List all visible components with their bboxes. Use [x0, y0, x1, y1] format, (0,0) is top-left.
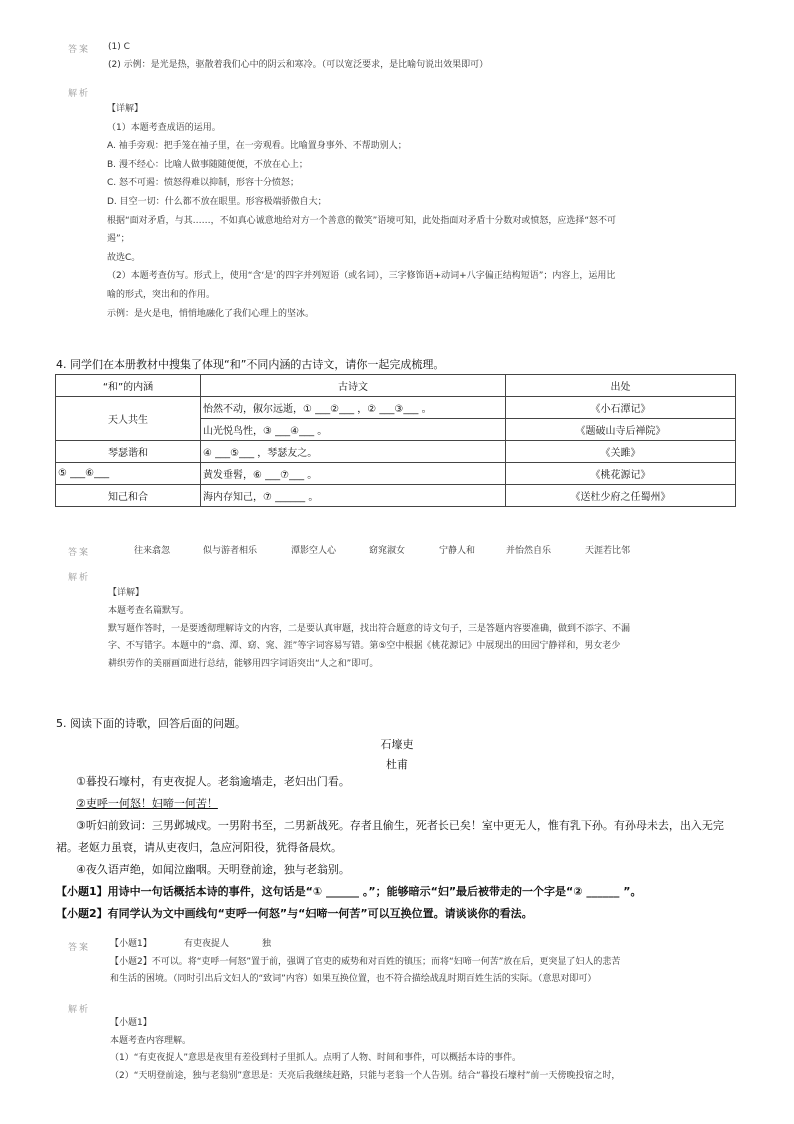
analysis-line: 【详解】 — [107, 104, 144, 114]
table-header: “和”的内涵 — [56, 375, 201, 397]
table-cell: 《送杜少府之任蜀州》 — [506, 485, 736, 507]
analysis-line: 【小题1】 — [110, 1018, 152, 1028]
analysis-line: （2）“天明登前途，独与老翁别”意思是：天亮后我继续赶路，只能与老翁一个人告别。结合“暮投石壕村”前一天傍晚投宿之时， — [110, 1070, 621, 1081]
analysis-line: B. 漫不经心：比喻人做事随随便便，不放在心上； — [107, 159, 308, 170]
analysis-line: 耕织劳作的美丽画面进行总结，能够用四字词语突出“人之和”即可。 — [108, 659, 379, 670]
analysis-line: 故选C。 — [107, 252, 141, 263]
table-row — [56, 463, 736, 485]
answer-tag: 答案 — [68, 45, 91, 55]
table-cell: 《小石潭记》 — [506, 397, 736, 419]
table-cell: 《桃花源记》 — [506, 463, 736, 485]
poem-paragraph-underlined: ②吏呼一何怒！妇啼一何苦！ — [76, 797, 218, 810]
poem-paragraph: ③听妇前致词：三男邺城戍。一男附书至，二男新战死。存者且偷生，死者长已矣！室中更无人，惟有乳下孙。有孙母未去，出入无完 — [76, 819, 724, 832]
poem-paragraph: 裙。老妪力虽衰，请从吏夜归，急应河阳役，犹得备晨炊。 — [56, 841, 342, 854]
analysis-line: 本题考查内容理解。 — [110, 1035, 192, 1046]
answer-item: 独 — [262, 939, 272, 949]
table-cell: 知己和合 — [56, 485, 201, 507]
table-cell: 怡然不动，俶尔远逝，① ___②___ ，② ___③___ 。 — [201, 397, 506, 419]
answer-item: 宁静人和 — [439, 546, 476, 556]
table-cell: 黄发垂髫，⑥ ___⑦___ 。 — [201, 463, 506, 485]
answer-tag: 答案 — [68, 943, 91, 953]
answer-item: 天涯若比邻 — [585, 546, 631, 556]
analysis-tag: 解析 — [68, 573, 91, 583]
poem-title: 石壕吏 — [380, 738, 414, 751]
analysis-line: C. 怒不可遏：愤怒得难以抑制，形容十分愤怒； — [107, 178, 300, 189]
answer-line: 和生活的困境。（同时引出后文妇人的“致词”内容）如果互换位置，也不符合描绘战乱时期百姓生活的实际。（意思对即可） — [110, 974, 597, 984]
analysis-line: （2）本题考查仿写。形式上，使用“含‘是’的四字并列短语（或名词），三字修饰语+动词+八字偏正结构短语”；内容上，运用比 — [107, 271, 616, 282]
answer-line: 【小题2】不可以。将“吏呼一何怒”置于前，强调了官吏的威势和对百姓的镇压；而将“妇啼一何苦”放在后，更突显了妇人的悲苦 — [110, 957, 621, 967]
analysis-line: 示例：是火是电，悄悄地融化了我们心理上的坚冰。 — [107, 308, 315, 319]
table-cell: 《题破山寺后禅院》 — [506, 419, 736, 441]
poem-paragraph: ①暮投石壕村，有吏夜捉人。老翁逾墙走，老妇出门看。 — [76, 775, 350, 788]
table-row — [56, 485, 736, 507]
table-header: 古诗文 — [201, 375, 506, 397]
analysis-tag: 解析 — [68, 1005, 91, 1015]
table-cell: 《关雎》 — [506, 441, 736, 463]
analysis-line: （1）本题考查成语的运用。 — [107, 122, 221, 133]
analysis-line: D. 目空一切：什么都不放在眼里。形容极端骄傲自大； — [107, 197, 327, 207]
question-title: 4. 同学们在本册教材中搜集了体现“和”不同内涵的古诗文，请你一起完成梳理。 — [56, 358, 445, 371]
answer-line: (1) C — [108, 42, 130, 52]
answer-item: 似与游者相乐 — [203, 546, 258, 556]
table-header: 出处 — [506, 375, 736, 397]
analysis-line: A. 袖手旁观：把手笼在袖子里，在一旁观看。比喻置身事外、不帮助别人； — [107, 141, 407, 152]
question-title: 5. 阅读下面的诗歌，回答后面的问题。 — [56, 717, 246, 730]
analysis-line: （1）“有吏夜捉人”意思是夜里有差役到村子里抓人。点明了人物、时间和事件，可以概括本诗的事件。 — [110, 1053, 522, 1063]
answer-item: 并怡然自乐 — [506, 546, 552, 556]
table-header-row — [56, 375, 736, 397]
table-row — [56, 397, 736, 419]
analysis-line: 根据“面对矛盾，与其……，不如真心诚意地给对方一个善意的微笑”语境可知，此处指面对矛盾十分数对或愤怒，应选择“怒不可 — [107, 215, 616, 226]
analysis-line: 喻的形式，突出和的作用。 — [107, 290, 216, 300]
poem-table — [55, 374, 736, 507]
poem-author: 杜甫 — [386, 758, 408, 771]
table-row — [56, 441, 736, 463]
sub-question: 【小题1】用诗中一句话概括本诗的事件，这句话是“① ______ 。”；能够暗示“妇”最后被带走的一个字是“② ______ ”。 — [56, 885, 642, 898]
answer-line: (2) 示例：是光是热，驱散着我们心中的阴云和寒冷。（可以宽泛要求，是比喻句说出效果即可） — [108, 60, 489, 70]
answer-label: 【小题1】 — [110, 939, 152, 949]
answer-item: 有吏夜捉人 — [184, 939, 230, 949]
answer-item: 潭影空人心 — [291, 546, 337, 556]
poem-paragraph: ④夜久语声绝，如闻泣幽咽。天明登前途，独与老翁别。 — [76, 863, 350, 876]
answer-tag: 答案 — [68, 548, 91, 558]
analysis-line: 本题考查名篇默写。 — [108, 605, 190, 616]
analysis-line: 遏”； — [107, 234, 130, 245]
table-cell: ④ ___⑤___ ，琴瑟友之。 — [201, 441, 506, 463]
table-cell: 山光悦鸟性，③ ___④___ 。 — [201, 419, 506, 441]
table-cell: 琴瑟谐和 — [56, 441, 201, 463]
analysis-line: 【详解】 — [108, 588, 145, 598]
analysis-line: 字、不写错字。本题中的“翕、潭、窈、窕、涯”等字词容易写错。第⑤空中根据《桃花源记》中展现出的田园宁静祥和，男女老少 — [108, 641, 621, 652]
table-cell: ⑤ ___⑥___ — [56, 463, 201, 485]
answer-item: 往来翕忽 — [134, 546, 171, 556]
analysis-line: 默写题作答时，一是要透彻理解诗文的内容，二是要认真审题，找出符合题意的诗文句子，三是答题内容要准确，做到不添字、不漏 — [108, 623, 631, 634]
sub-question: 【小题2】有同学认为文中画线句“吏呼一何怒”与“妇啼一何苦”可以互换位置。请谈谈你的看法。 — [56, 907, 533, 920]
table-cell: 天人共生 — [56, 397, 201, 441]
answer-item: 窈窕淑女 — [369, 546, 406, 556]
analysis-tag: 解析 — [68, 89, 91, 99]
table-cell: 海内存知己，⑦ ______ 。 — [201, 485, 506, 507]
